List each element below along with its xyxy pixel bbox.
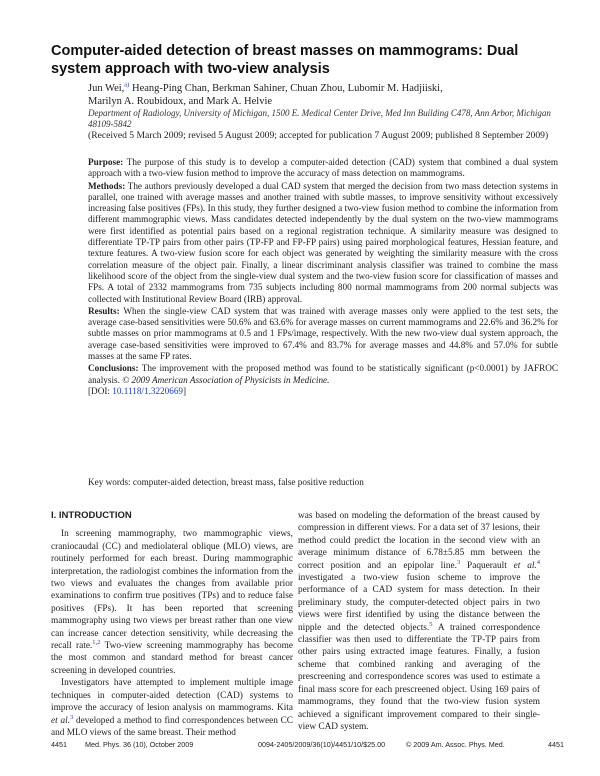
intro-right-text-d: A trained correspondence classifier was then used to differentiate the TP-TP pairs from other pairs using extracted image features. Finally, a fusion scheme that combined ranking and averaging of the prescreening and correspondence scores was used to estimate a final mass score for each prescreened object. Using 169 pairs of mammograms, they found that the two-view fusion system achieved a significant improvement compared to their single-view CAD system. <box>298 622 540 732</box>
purpose-label: Purpose: <box>88 157 124 167</box>
citation-ref[interactable]: 3 <box>70 713 74 721</box>
keywords: Key words: computer-aided detection, breast mass, false positive reduction <box>88 477 364 487</box>
footer-copyright: © 2009 Am. Assoc. Phys. Med. <box>406 740 505 749</box>
footer-page-right: 4451 <box>548 740 564 749</box>
doi-suffix: ] <box>183 385 187 396</box>
intro-paragraph-continued <box>298 510 540 733</box>
received-dates: (Received 5 March 2009; revised 5 August 2009; accepted for publication 7 August 2009; published 8 September 2009) <box>88 130 549 141</box>
author-footnote-marker[interactable]: a) <box>124 81 130 89</box>
methods-text: The authors previously developed a dual CAD system that merged the decision from two mass detection systems in parallel, one trained with average masses and another trained with subtle masses, to improve sensitivity without excessively increasing false positives (FPs). In this study, they further designed a two-view fusion method to combine the information from different mammographic views. Mass candidates detected independently by the dual system on the two-view mammograms were first identified as potential pairs based on a regional registration technique. A similarity measure was designed to differentiate TP-TP pairs from other pairs (TP-FP and FP-FP pairs) using paired morphological features, Hessian feature, and texture features. A two-view fusion score for each object was generated by weighting the similarity measure with the cross correlation measure of the object pair. Finally, a linear discriminant analysis classifier was trained to combine the mass likelihood score of the object from the single-view dual system and the two-view fusion score for classification of masses and FPs. A total of 2332 mammograms from 735 subjects including 800 normal mammograms from 200 normal subjects was collected with Institutional Review Board (IRB) approval. <box>88 180 558 304</box>
column-left <box>51 510 293 739</box>
author-list <box>88 82 568 108</box>
results-label: Results: <box>88 305 120 316</box>
abstract <box>88 157 558 398</box>
intro-p1-text-a: In screening mammography, two mammographic views, craniocaudal (CC) and mediolateral oblique (MLO) views, are routinely performed for each breast. During mammographic interpretation, the radiologist combines the information from the two views and evaluates the changes from available prior examinations to confirm true positives (TPs) and to reduce false positives (FPs). It has been reported that screening mammography using two views per breast rather than one view can increase cancer detection sensitivity, while decreasing the recall rate. <box>51 529 293 652</box>
methods-label: Methods: <box>88 180 126 191</box>
conclusions-label: Conclusions: <box>88 363 139 374</box>
citation-ref[interactable]: 1,2 <box>92 638 101 646</box>
intro-p2-text-a: Investigators have attempted to implement multiple image techniques in computer-aided detection (CAD) systems to improve the accuracy of lesion analysis on mammograms. Kita <box>51 678 293 714</box>
purpose-text: The purpose of this study is to develop a computer-aided detection (CAD) system that combined a dual system approach with a two-view fusion method to improve the accuracy of mass detection on mammograms. <box>88 157 558 179</box>
conclusions-text: The improvement with the proposed method was found to be statistically significant (p<0.0001) by JAFROC analysis. <box>88 363 558 385</box>
author-line-1: Jun Wei, <box>88 83 125 94</box>
intro-right-text-c: investigated a two-view fusion scheme to improve the performance of a CAD system for mass detection. In their preliminary study, the computer-detected object pairs in two views were first identified by using the distance between the nipple and the detected objects. <box>298 573 540 633</box>
abstract-copyright: © 2009 American Association of Physicists in Medicine. <box>122 374 330 385</box>
intro-paragraph-2 <box>51 677 293 739</box>
abstract-purpose <box>88 157 558 180</box>
results-text: When the single-view CAD system that was trained with average masses only were applied to the test sets, the average case-based sensitivities were 50.6% and 63.6% for average masses on current mammograms and 22.6% and 36.2% for subtle masses on prior mammograms at 0.5 and 1 FPs/image, respectively. With the new two-view dual system approach, the average case-based sensitivities were improved to 67.4% and 83.7% for average masses and 44.8% and 57.0% for subtle masses at the same FP rates. <box>88 305 558 362</box>
author-line-2: Marilyn A. Roubidoux, and Mark A. Helvie <box>88 96 273 107</box>
author-line-1-rest: Heang-Ping Chan, Berkman Sahiner, Chuan Zhou, Lubomir M. Hadjiiski, <box>129 83 443 94</box>
footer-page-left: 4451 <box>51 740 67 749</box>
affiliation: Department of Radiology, University of Michigan, 1500 E. Medical Center Drive, Med Inn Building C478, Ann Arbor, Michigan 48109-5842 <box>88 108 551 129</box>
et-al: et al. <box>513 560 537 571</box>
abstract-methods <box>88 181 558 305</box>
intro-p1-text-b: Two-view screening mammography has become the most common and standard method for breast cancer screening in developed countries. <box>51 641 293 676</box>
doi-prefix: [DOI: <box>88 385 113 396</box>
intro-paragraph-1 <box>51 528 293 677</box>
citation-ref[interactable]: 5 <box>429 620 433 628</box>
citation-ref[interactable]: 4 <box>536 558 541 566</box>
intro-right-text-a: was based on modeling the deformation of the breast caused by compression in different views. For a data set of 37 lesions, their method could predict the location in the second view with an average minimum distance of 6.78±5.85 mm between the correct position and an epipolar line. <box>298 511 540 571</box>
abstract-conclusions <box>88 363 558 397</box>
citation-ref[interactable]: 3 <box>456 558 461 566</box>
article-title: Computer-aided detection of breast masses on mammograms: Dual system approach with two-view analysis <box>51 43 519 77</box>
et-al: et al. <box>51 715 71 726</box>
section-heading-introduction: I. INTRODUCTION <box>51 510 132 521</box>
intro-right-text-b: Paquerault <box>460 560 514 571</box>
footer-journal: Med. Phys. 36 (10), October 2009 <box>85 740 194 749</box>
abstract-results <box>88 306 558 362</box>
doi-link[interactable]: 10.1118/1.3220669 <box>112 385 184 396</box>
footer-issn: 0094-2405/2009/36(10)/4451/10/$25.00 <box>258 740 386 749</box>
column-right <box>298 510 540 733</box>
intro-p2-text-b: developed a method to find correspondences between CC and MLO views of the same breast. Their method <box>51 715 293 738</box>
